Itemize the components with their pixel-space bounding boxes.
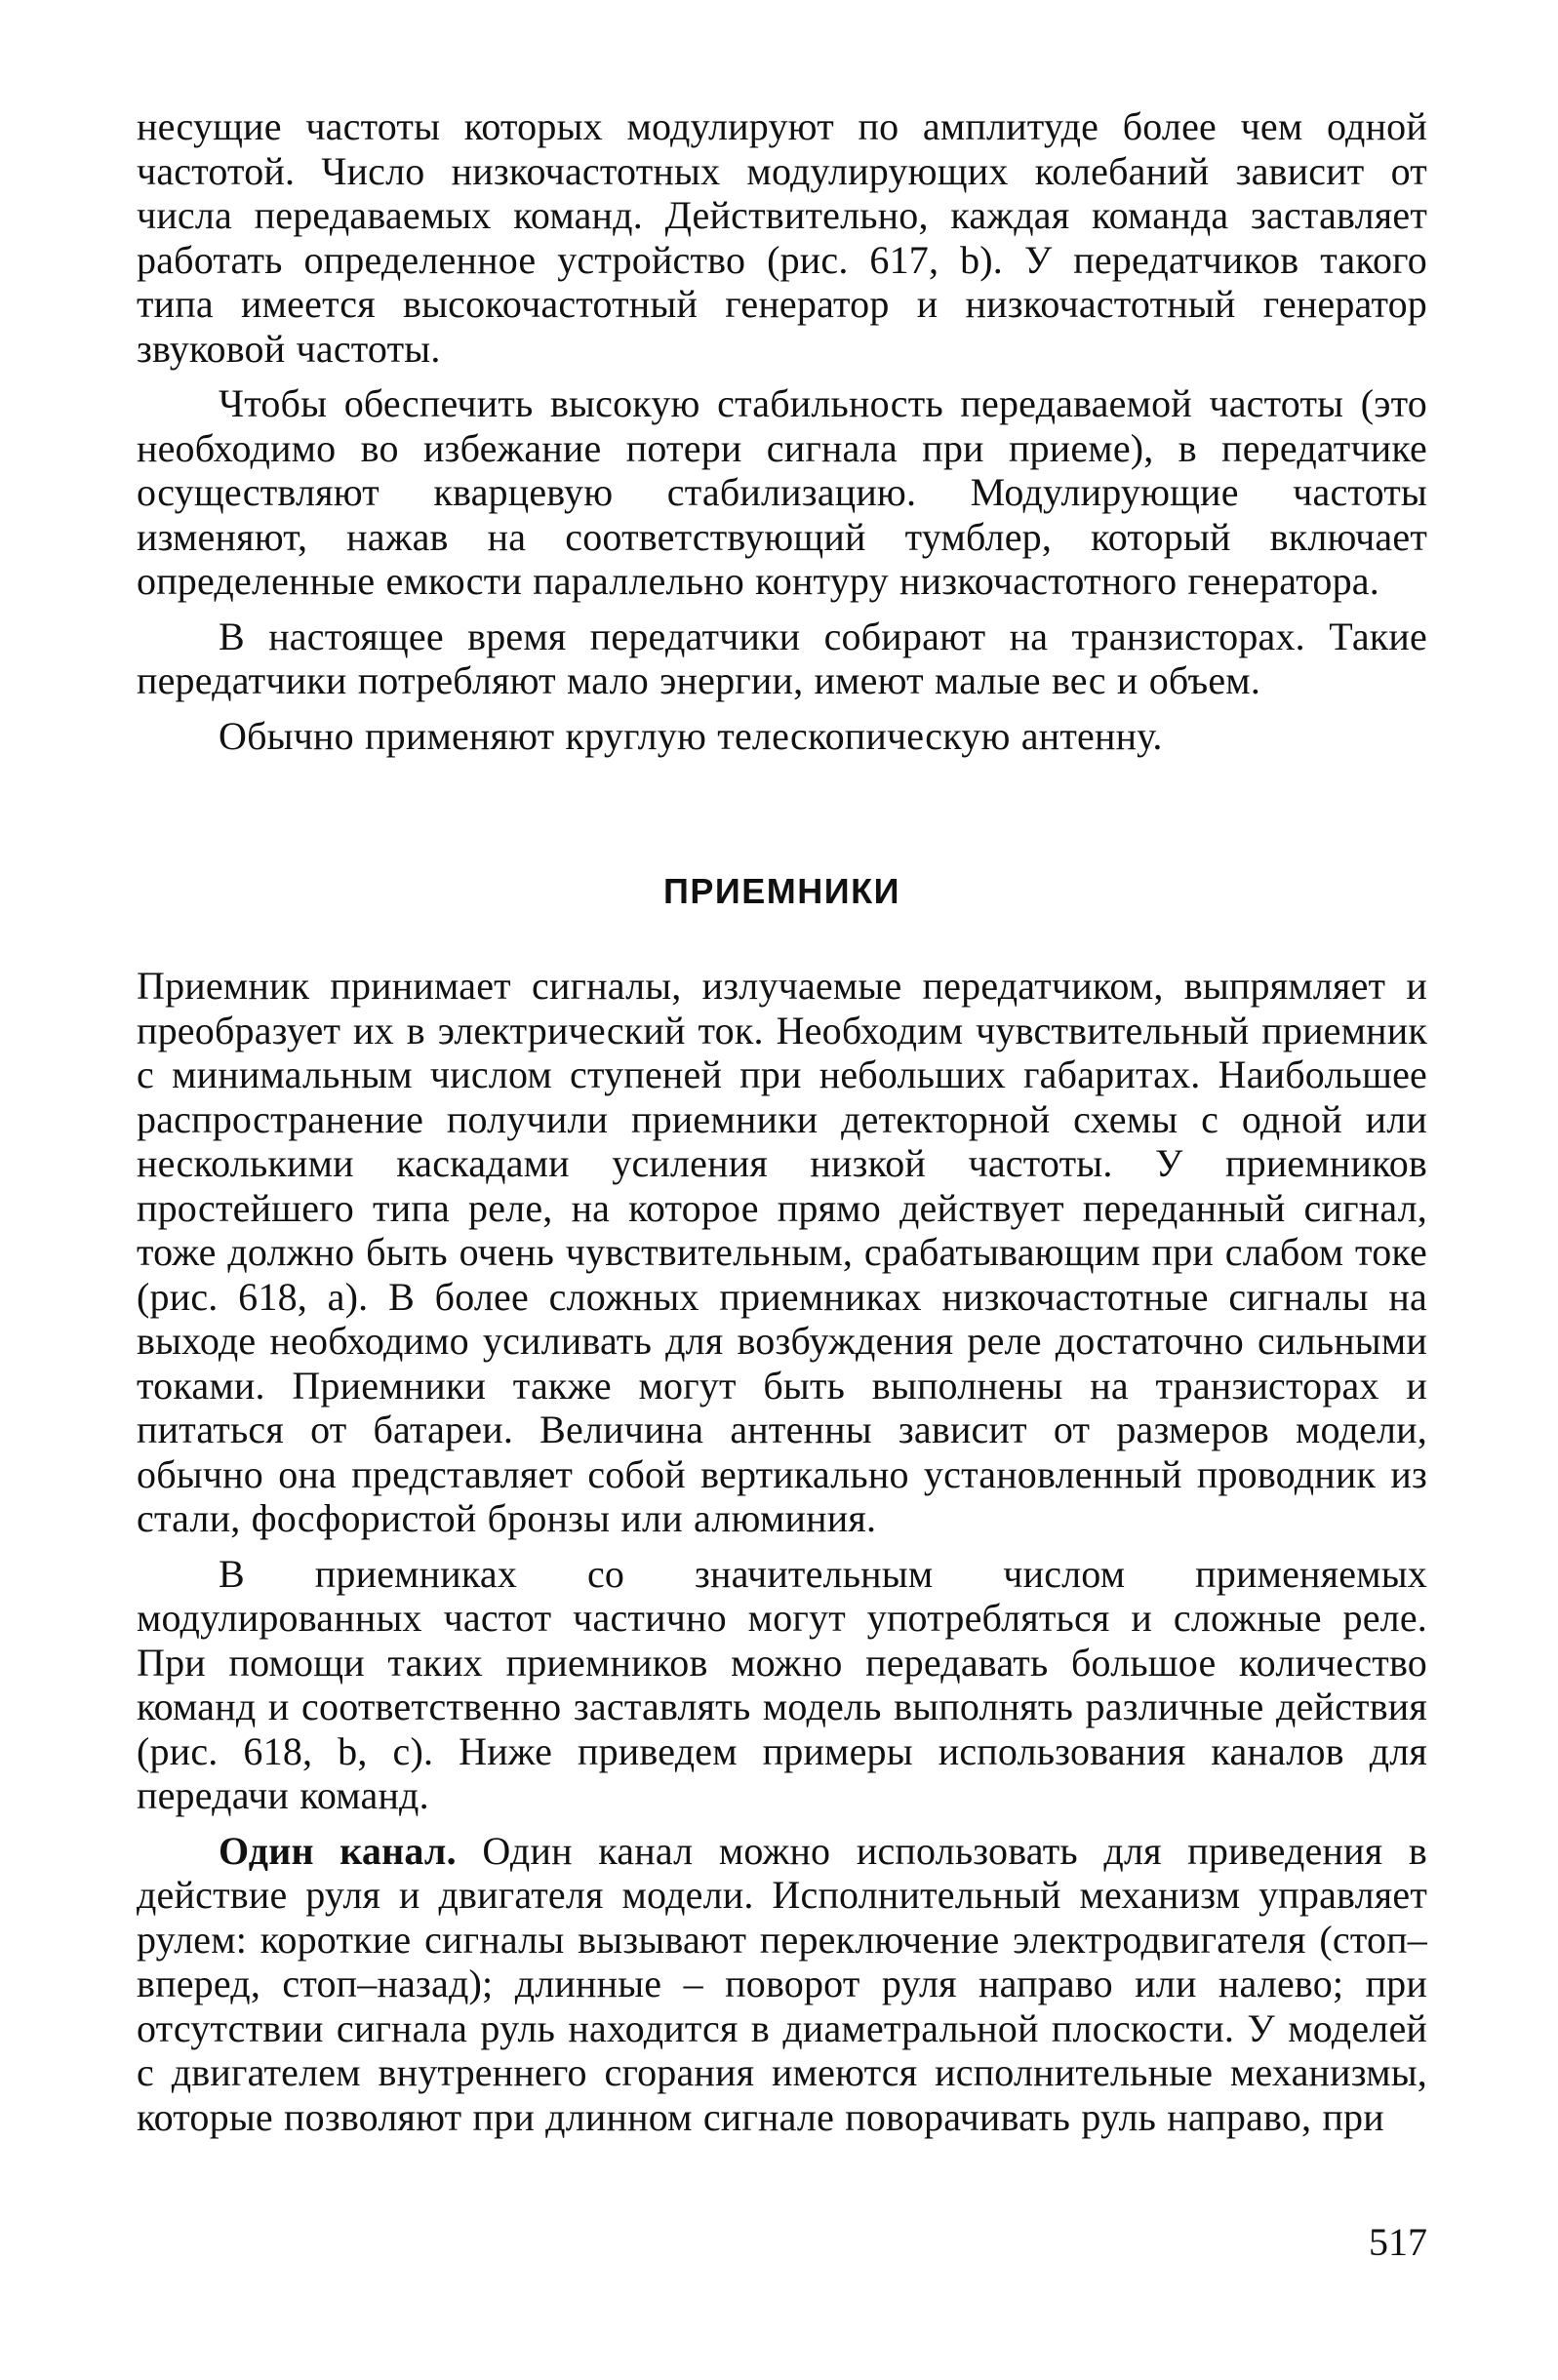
paragraph-antenna: Обычно применяют круглую телескопическую антенну.: [219, 713, 1163, 758]
top-text-block: [137, 104, 1427, 769]
one-channel-title: Один канал.: [219, 1828, 457, 1873]
paragraph-receiver-intro: Приемник принимает сигналы, излучаемые передатчиком, выпрямляет и преобразует их в электрический ток. Необходим чувствительный приемник с минимальным числом ступеней при небольших габаритах. Наибольшее распространение получили приемники детекторной схемы с одной или несколькими каскадами усиления низкой частоты. У приемников простейшего типа реле, на которое прямо действует переданный сигнал, тоже должно быть очень чувствительным, срабатывающим при слабом токе (рис. 618, a). В более сложных приемниках низкочастотные сигналы на выходе необходимо усиливать для возбуждения реле достаточно сильными токами. Приемники также могут быть выполнены на транзисторах и питаться от батареи. Величина антенны зависит от размеров модели, обычно она представляет собой вертикально установленный проводник из стали, фосфористой бронзы или алюминия.: [137, 964, 1427, 1540]
paragraph-modulated-frequencies: В приемниках со значительным числом применяемых модулированных частот частично могут употребляться и сложные реле. При помощи таких приемников можно передавать большое количество команд и соответственно заставлять модель выполнять различные действия (рис. 618, b, c). Ниже приведем примеры использования каналов для передачи команд.: [137, 1551, 1427, 1817]
paragraph-one-channel: [137, 1829, 1427, 2140]
paragraph-transmitter-frequencies: несущие частоты которых модулируют по амплитуде более чем одной частотой. Число низкочастотных модулирующих колебаний зависит от числа передаваемых команд. Действительно, каждая команда заставляет работать определенное устройство (рис. 617, b). У передатчиков такого типа имеется высокочастотный генератор и низкочастотный генератор звуковой частоты.: [137, 104, 1427, 371]
receivers-text-block: [137, 964, 1427, 2150]
page-number: 517: [1369, 2220, 1427, 2264]
section-heading: ПРИЕМНИКИ: [663, 871, 900, 911]
paragraph-quartz-stabilization: Чтобы обеспечить высокую стабильность передаваемой частоты (это необходимо во избежание потери сигнала при приеме), в передатчике осуществляют кварцевую стабилизацию. Модулирующие частоты изменяют, нажав на соответствующий тумблер, который включает определенные емкости параллельно контуру низкочастотного генератора.: [137, 381, 1427, 603]
one-channel-text: Один канал можно использовать для приведения в действие руля и двигателя модели. Исполнительный механизм управляет рулем: короткие сигналы вызывают переключение электродвигателя (стоп–вперед, стоп–назад); длинные – поворот руля направо или налево; при отсутствии сигнала руль находится в диаметральной плоскости. У моделей с двигателем внутреннего сгорания имеются исполнительные механизмы, которые позволяют при длинном сигнале поворачивать руль направо, при: [137, 1828, 1427, 2139]
paragraph-transistors: В настоящее время передатчики собирают на транзисторах. Такие передатчики потребляют мало энергии, имеют малые вес и объем.: [137, 614, 1427, 702]
